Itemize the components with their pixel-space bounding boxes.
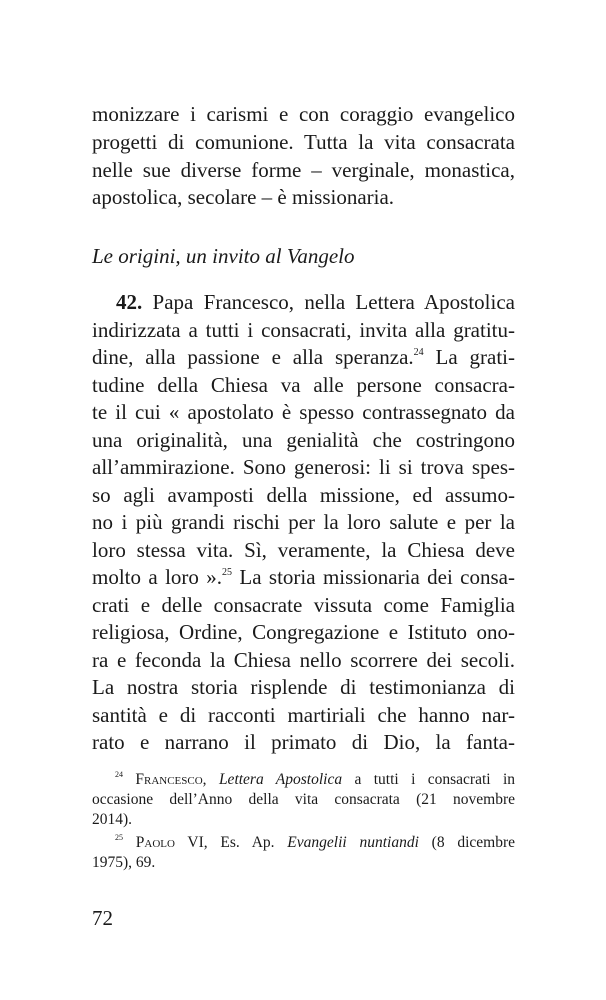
- body-line: una originalità, una genialità che costringono: [92, 428, 515, 452]
- footnote-line: occasione dell’Anno della vita consacrata (21 novembre: [92, 791, 515, 808]
- footnote-author: Francesco,: [135, 771, 207, 788]
- footnote-title: Evangelii nuntiandi: [287, 834, 419, 851]
- body-line: no i più grandi rischi per la loro salute e per la: [92, 510, 515, 534]
- footnote-mark-25: 25: [115, 833, 123, 842]
- body-line: te il cui « apostolato è spesso contrassegnato da: [92, 400, 515, 424]
- body-line: progetti di comunione. Tutta la vita consacrata: [92, 130, 515, 154]
- footnote-ref-25: 25: [222, 567, 233, 578]
- body-line: tudine della Chiesa va alle persone consacra-: [92, 373, 515, 397]
- body-line: apostolica, secolare – è missionaria.: [92, 185, 395, 209]
- body-line: religiosa, Ordine, Congregazione e Istituto ono-: [92, 620, 515, 644]
- paragraph-first-line: [116, 289, 515, 315]
- footnote-line: 1975), 69.: [92, 854, 156, 871]
- body-line: santità e di racconti martiriali che hanno nar-: [92, 703, 515, 727]
- body-line: rato e narrano il primato di Dio, la fanta-: [92, 730, 515, 754]
- body-line: crati e delle consacrate vissuta come Famiglia: [92, 593, 515, 617]
- footnote-ref-24: 24: [413, 347, 424, 358]
- body-line: monizzare i carismi e con coraggio evangelico: [92, 102, 515, 126]
- body-line: ra e feconda la Chiesa nello scorrere dei secoli.: [92, 648, 515, 672]
- body-line: so agli avamposti della missione, ed assumo-: [92, 483, 515, 507]
- body-line: indirizzata a tutti i consacrati, invita alla gratitu-: [92, 318, 515, 342]
- footnote-author: Paolo VI,: [135, 834, 208, 851]
- body-line: all’ammirazione. Sono generosi: li si trova spes-: [92, 455, 515, 479]
- body-line: loro stessa vita. Sì, veramente, la Chiesa deve: [92, 538, 515, 562]
- page-number: 72: [92, 906, 113, 930]
- body-line: molto a loro ».$^{25}$ La storia missionaria dei consa-: [92, 565, 515, 589]
- body-line: La nostra storia risplende di testimonianza di: [92, 675, 515, 699]
- footnote-25: $^{25}$ Paolo VI, Es. Ap. Evangelii nuntiandi (8 dicembre: [115, 833, 515, 851]
- body-line: nelle sue diverse forme – verginale, monastica,: [92, 158, 515, 182]
- paragraph-first-text: Papa Francesco, nella Lettera Apostolica: [152, 290, 515, 314]
- footnote-24: $^{24}$ Francesco, Lettera Apostolica a tutti i consacrati in: [115, 770, 516, 788]
- section-heading: Le origini, un invito al Vangelo: [92, 244, 355, 268]
- footnote-title: Lettera Apostolica: [218, 771, 343, 788]
- body-line: dine, alla passione e alla speranza.$^{24}$ La grati-: [92, 345, 515, 369]
- footnote-line: 2014).: [92, 811, 133, 828]
- footnote-mark-24: 24: [115, 770, 123, 779]
- paragraph-number: 42.: [116, 290, 143, 314]
